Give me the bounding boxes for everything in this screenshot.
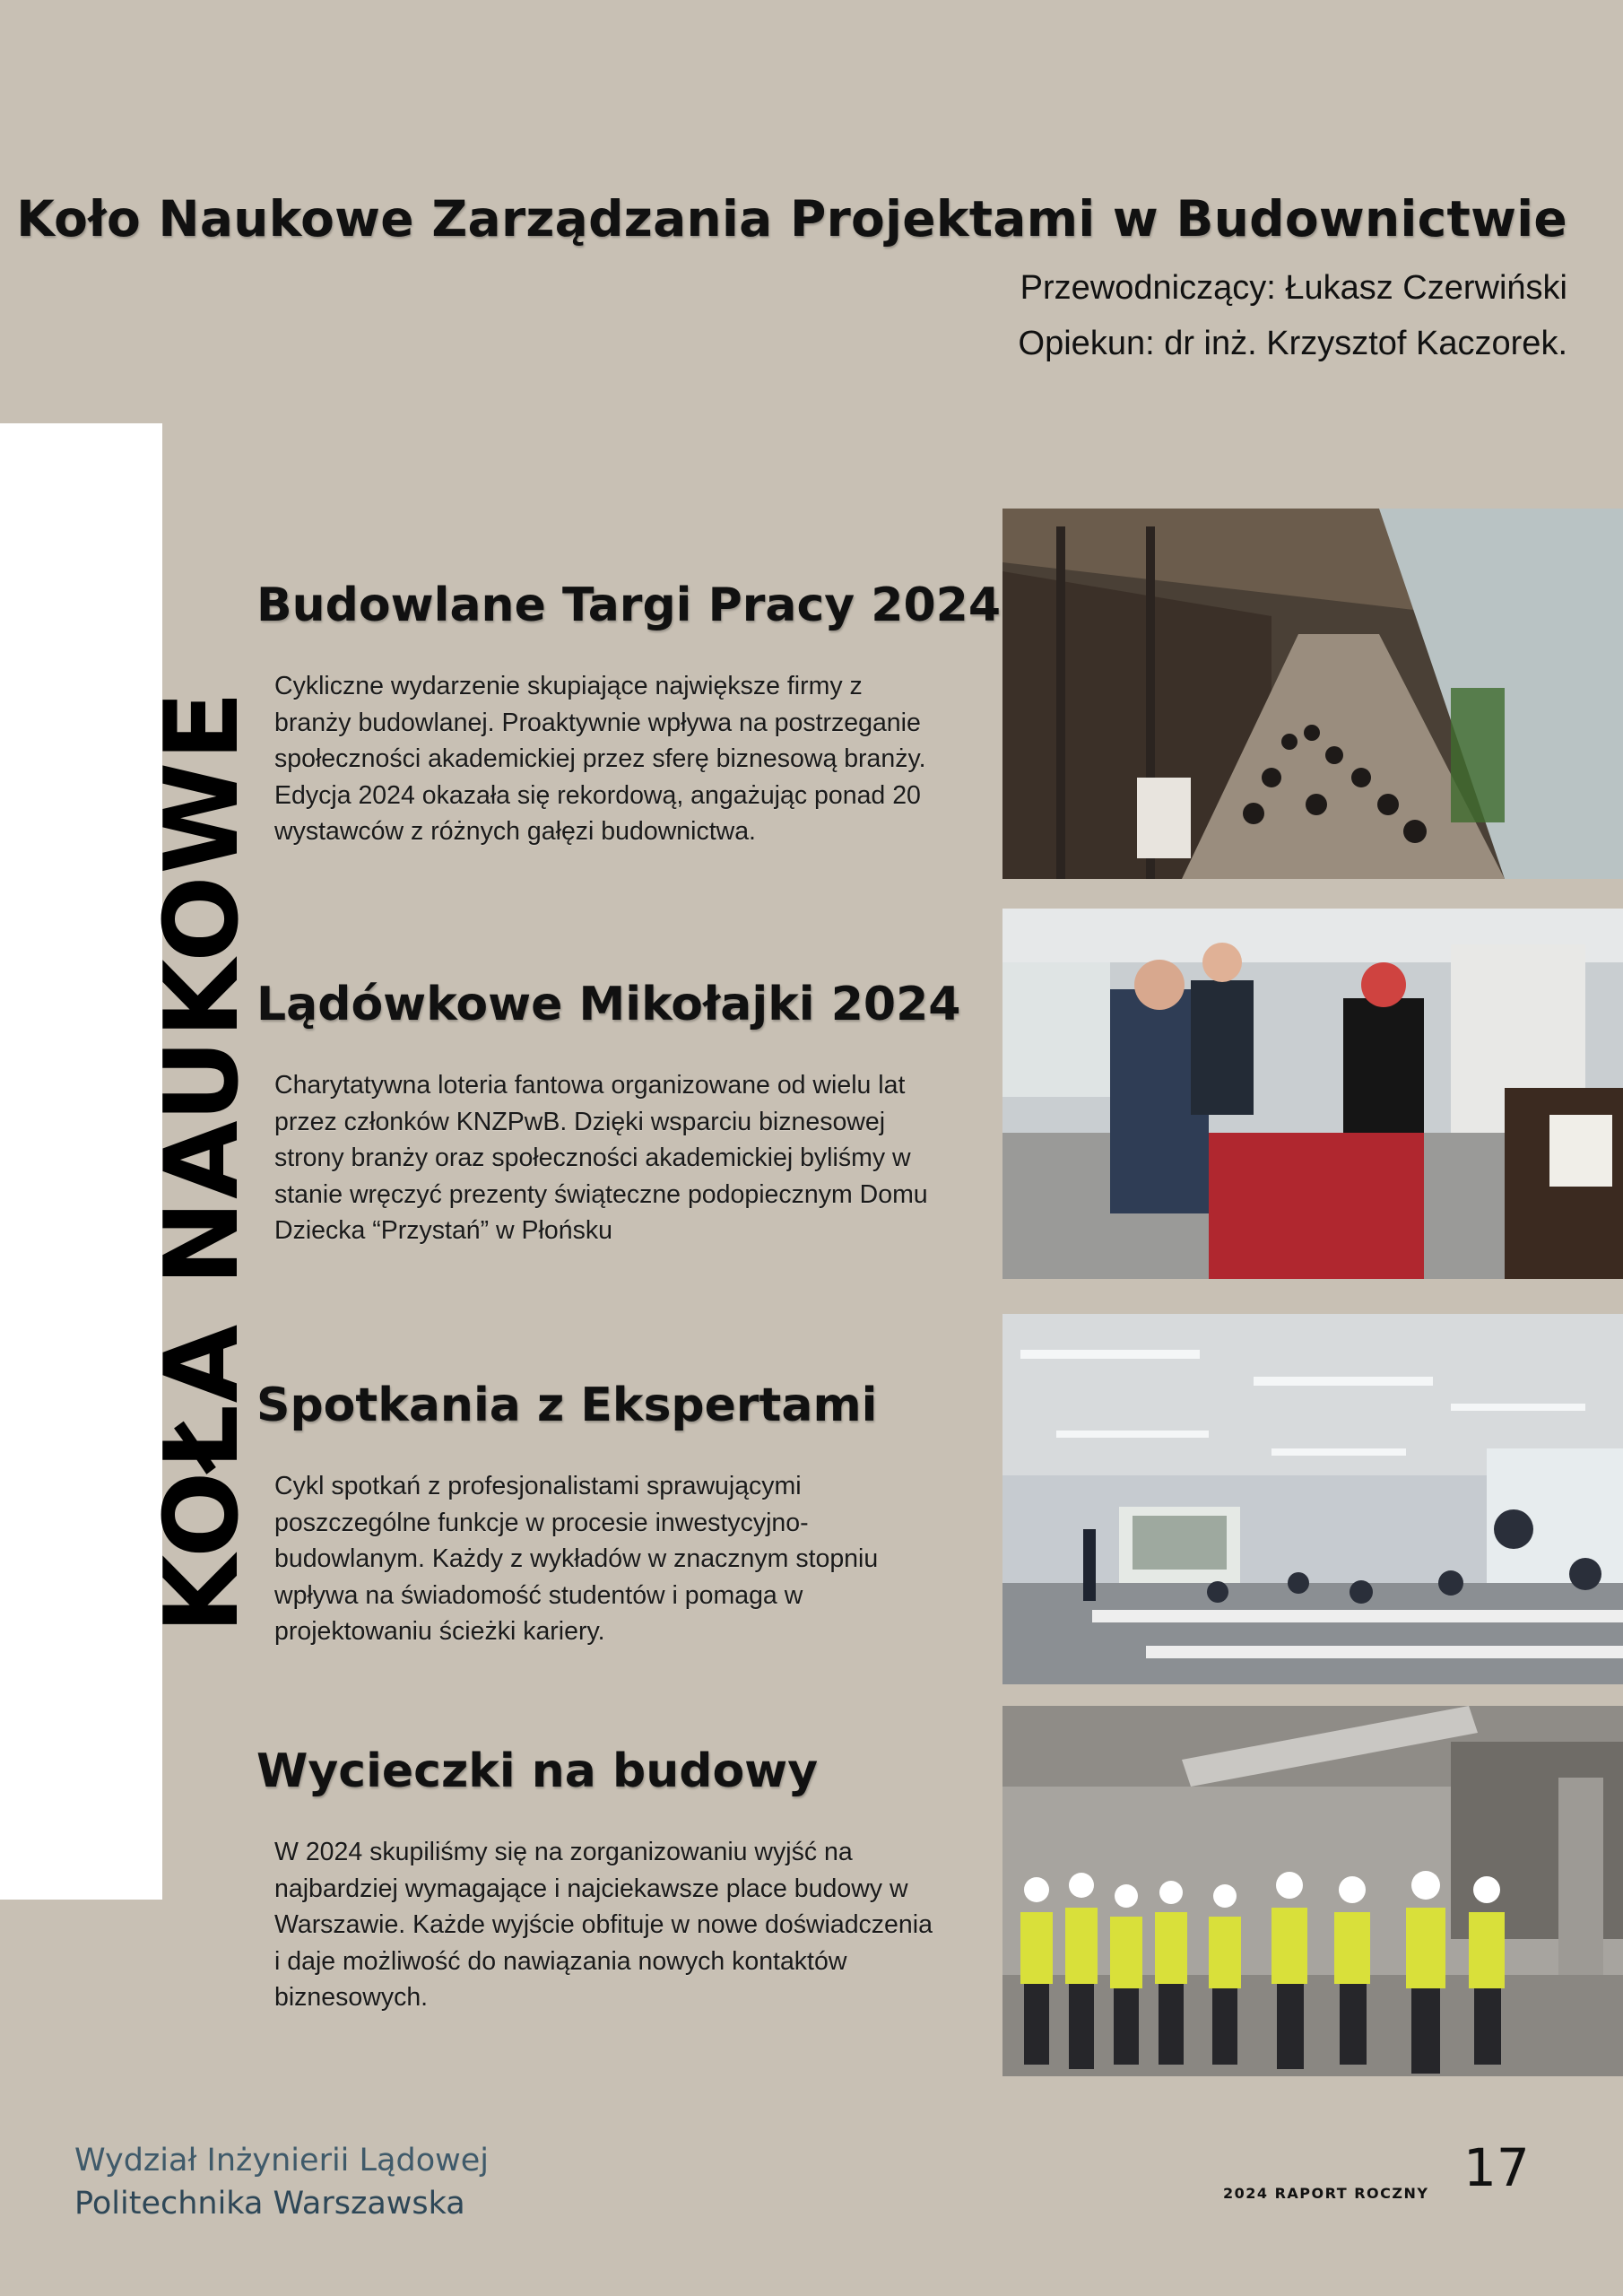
institution-name [74,2139,489,2225]
page-number: 17 [1463,2137,1530,2198]
section-text: W 2024 skupiliśmy się na zorganizowaniu wyjść na najbardziej wymagające i najciekawsze place budowy w Warszawie. Każde wyjście obfituje w nowe doświadczenia i daje możliwość do nawiązania nowych kontaktów biznesowych. [274,1838,933,2012]
side-title: KOŁA NAUKOWE [143,689,261,1634]
construction-site-visit-photo [1002,1706,1623,2076]
section-site-visits [256,1744,947,2016]
section-charity [256,978,961,1249]
section-title: Lądówkowe Mikołajki 2024 [256,978,961,1031]
section-title: Spotkania z Ekspertami [256,1378,878,1432]
section-title: Budowlane Targi Pracy 2024 [256,578,1001,632]
white-side-band [0,423,162,1900]
chair-line: Przewodniczący: Łukasz Czerwiński [1020,269,1567,307]
report-label: 2024 RAPORT ROCZNY [1223,2185,1429,2202]
section-text: Cykl spotkań z profesjonalistami sprawującymi poszczególne funkcje w procesie inwestycyjno-budowlanym. Każdy z wykładów w znacznym stopniu wpływa na świadomość studentów i pomaga w projektowaniu ścieżki kariery. [274,1472,879,1646]
lecture-room-photo [1002,1314,1623,1684]
page-title: Koło Naukowe Zarządzania Projektami w Budownictwie [16,190,1567,248]
faculty-line: Wydział Inżynierii Lądowej [74,2143,489,2179]
section-job-fair [256,578,1001,850]
university-line: Politechnika Warszawska [74,2186,465,2222]
section-text: Charytatywna loteria fantowa organizowane od wielu lat przez członków KNZPwB. Dzięki wsparciu biznesowej strony branży oraz społeczności akademickiej byliśmy w stanie wręczyć prezenty świąteczne podopiecznym Domu Dziecka “Przystań” w Płońsku [274,1071,928,1245]
section-text: Cykliczne wydarzenie skupiające największe firmy z branży budowlanej. Proaktywnie wpływa na postrzeganie społeczności akademickiej przez sferę biznesową branży. Edycja 2024 okazała się rekordową, angażując ponad 20 wystawców z różnych gałęzi budownictwa. [274,672,926,846]
supervisor-line: Opiekun: dr inż. Krzysztof Kaczorek. [1018,325,1567,362]
section-title: Wycieczki na budowy [256,1744,819,1798]
job-fair-hall-photo [1002,509,1623,879]
charity-lottery-photo [1002,909,1623,1279]
section-experts [256,1378,947,1650]
page-header [16,190,1567,371]
